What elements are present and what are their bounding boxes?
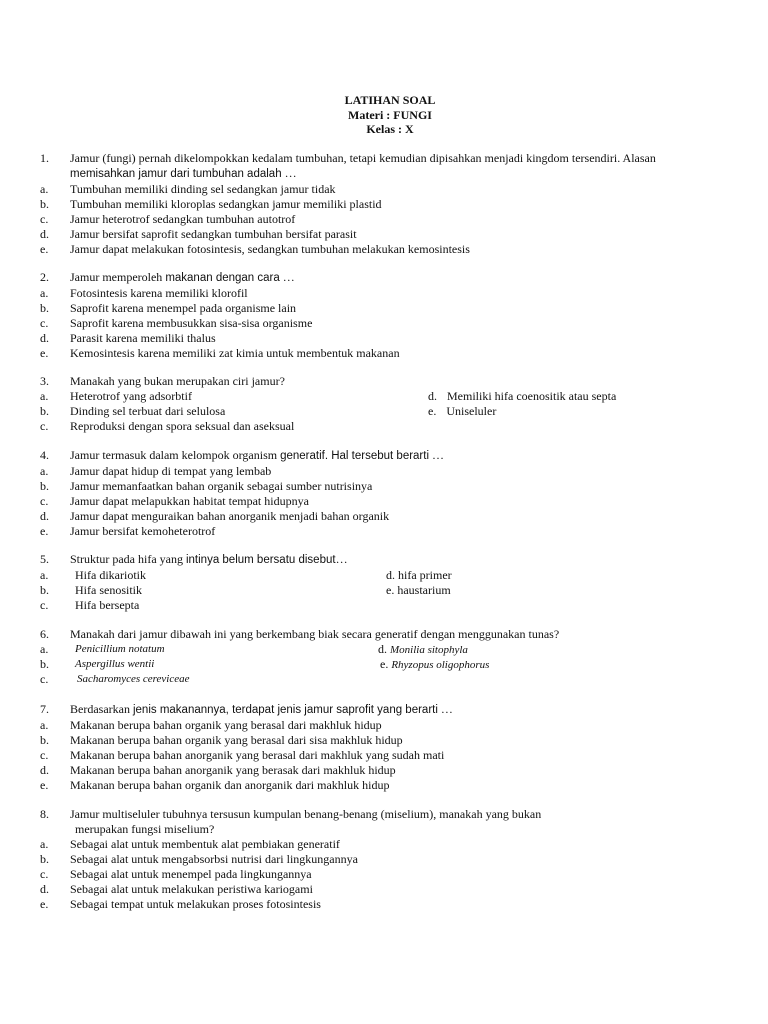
- option-letter: e.: [40, 346, 49, 360]
- option-row: [40, 672, 740, 687]
- option-right: e. haustarium: [386, 583, 451, 597]
- option-letter: a.: [40, 464, 49, 478]
- question-text: Manakah dari jamur dibawah ini yang berkembang biak secara generatif dengan menggunakan tunas?: [70, 627, 560, 641]
- option-letter: d.: [40, 509, 49, 523]
- option-letter: b.: [40, 852, 49, 866]
- option-letter: c.: [40, 316, 49, 330]
- question-2-stem: [40, 270, 740, 286]
- option-letter: d.: [40, 331, 49, 345]
- ellipsis: …: [281, 166, 297, 180]
- question-number: 4.: [40, 448, 49, 462]
- option-text: Rhyzopus oligophorus: [391, 659, 490, 671]
- option-letter: b.: [40, 197, 49, 211]
- option-letter: d.: [378, 642, 387, 656]
- option-row: [40, 852, 740, 867]
- option-letter: c.: [40, 419, 49, 433]
- option-text: Jamur bersifat saprofit sedangkan tumbuhan bersifat parasit: [70, 227, 357, 241]
- question-text: Jamur (fungi) pernah dikelompokkan kedalam tumbuhan, tetapi kemudian dipisahkan menjadi kingdom tersendiri. Alasan: [70, 151, 656, 165]
- option-row: [40, 419, 740, 434]
- option-row: [40, 583, 740, 598]
- option-text: Parasit karena memiliki thalus: [70, 331, 216, 345]
- question-text-part: makanan dengan cara: [165, 272, 280, 284]
- option-text: Jamur heterotrof sedangkan tumbuhan autotrof: [70, 212, 296, 226]
- option-row: [40, 301, 740, 316]
- option-row: [40, 763, 740, 778]
- option-text: Makanan berupa bahan anorganik yang berasal dari makhluk yang sudah mati: [70, 748, 445, 762]
- option-row: [40, 733, 740, 748]
- option-text: Jamur bersifat kemoheterotrof: [70, 524, 216, 538]
- option-letter: e.: [40, 524, 49, 538]
- worksheet-title: LATIHAN SOAL: [344, 93, 436, 107]
- option-row: [40, 568, 740, 583]
- option-text: Memiliki hifa coenositik atau septa: [447, 389, 617, 403]
- option-letter: d.: [40, 227, 49, 241]
- question-text: Manakah yang bukan merupakan ciri jamur?: [70, 374, 285, 388]
- option-text: Sacharomyces cereviceae: [77, 673, 190, 685]
- option-letter: e.: [40, 778, 49, 792]
- option-text: Dinding sel terbuat dari selulosa: [70, 404, 226, 418]
- option-row: [40, 642, 740, 657]
- option-row: [40, 897, 740, 912]
- question-text-part: Jamur termasuk dalam kelompok organism: [70, 448, 281, 462]
- question-number: 5.: [40, 552, 49, 566]
- option-right: [428, 404, 496, 419]
- option-text: Uniseluler: [446, 404, 497, 418]
- option-letter: a.: [40, 837, 49, 851]
- option-right: [378, 642, 468, 658]
- option-letter: a.: [40, 718, 49, 732]
- ellipsis: …: [437, 702, 453, 716]
- question-7: [40, 702, 740, 793]
- option-row: [40, 242, 740, 257]
- question-text-part: jenis makanannya, terdapat jenis jamur saprofit yang berarti: [132, 704, 438, 716]
- ellipsis: …: [335, 552, 348, 566]
- option-letter: c.: [40, 748, 49, 762]
- question-5-stem: [40, 552, 740, 568]
- option-text: Makanan berupa bahan organik yang berasal dari sisa makhluk hidup: [70, 733, 403, 747]
- option-letter: a.: [40, 286, 49, 300]
- question-text: [70, 552, 740, 568]
- option-text: Saprofit karena menempel pada organisme lain: [70, 301, 297, 315]
- option-text: Fotosintesis karena memiliki klorofil: [70, 286, 248, 300]
- option-row: [40, 479, 740, 494]
- question-number: 1.: [40, 151, 49, 165]
- question-number: 3.: [40, 374, 49, 388]
- option-letter: e.: [40, 897, 49, 911]
- option-text: Reproduksi dengan spora seksual dan aseksual: [70, 419, 295, 433]
- option-text: Makanan berupa bahan organik dan anorganik dari makhluk hidup: [70, 778, 390, 792]
- question-text-part: Jamur memperoleh: [70, 270, 166, 284]
- option-text: Tumbuhan memiliki kloroplas sedangkan jamur memiliki plastid: [70, 197, 382, 211]
- option-text: Sebagai alat untuk membentuk alat pembiakan generatif: [70, 837, 340, 851]
- option-text: Saprofit karena membusukkan sisa-sisa organisme: [70, 316, 313, 330]
- option-right: d. hifa primer: [386, 568, 452, 582]
- question-text-part: generatif. Hal tersebut berarti: [280, 450, 430, 462]
- option-letter: a.: [40, 182, 49, 196]
- option-text: Jamur memanfaatkan bahan organik sebagai sumber nutrisinya: [70, 479, 373, 493]
- option-row: [40, 227, 740, 242]
- question-text-part: intinya belum bersatu disebut: [185, 554, 336, 566]
- option-row: [40, 346, 740, 361]
- question-6-stem: [40, 627, 740, 642]
- option-text: Hifa dikariotik: [75, 568, 146, 582]
- worksheet-class: Kelas : X: [366, 122, 414, 136]
- option-letter: b.: [40, 479, 49, 493]
- option-row: [40, 182, 740, 197]
- option-row: [40, 464, 740, 479]
- option-letter: c.: [40, 598, 49, 612]
- option-right: [428, 389, 616, 404]
- option-row: [40, 389, 740, 404]
- option-row: [40, 778, 740, 793]
- option-text: Heterotrof yang adsorbtif: [70, 389, 192, 403]
- option-letter: b.: [40, 404, 49, 418]
- option-letter: a.: [40, 642, 49, 656]
- question-number: 8.: [40, 807, 49, 821]
- option-row: [40, 286, 740, 301]
- option-text: Makanan berupa bahan anorganik yang berasak dari makhluk hidup: [70, 763, 396, 777]
- option-right: [380, 657, 489, 673]
- option-letter: a.: [40, 389, 49, 403]
- option-letter: e.: [380, 657, 389, 671]
- option-letter: b.: [40, 583, 49, 597]
- option-text: Makanan berupa bahan organik yang berasal dari makhluk hidup: [70, 718, 382, 732]
- option-text: Monilia sitophyla: [390, 644, 468, 656]
- option-text: Hifa senositik: [75, 583, 142, 597]
- ellipsis: …: [279, 270, 295, 284]
- question-number: 2.: [40, 270, 49, 284]
- option-letter: c.: [40, 672, 49, 686]
- question-number: 6.: [40, 627, 49, 641]
- option-text: Tumbuhan memiliki dinding sel sedangkan jamur tidak: [70, 182, 336, 196]
- option-text: Jamur dapat hidup di tempat yang lembab: [70, 464, 272, 478]
- question-text-part: Struktur pada hifa yang: [70, 552, 186, 566]
- option-letter: e.: [40, 242, 49, 256]
- option-text: Sebagai alat untuk menempel pada lingkungannya: [70, 867, 312, 881]
- option-row: [40, 748, 740, 763]
- option-row: [40, 598, 740, 613]
- option-text: Kemosintesis karena memiliki zat kimia untuk membentuk makanan: [70, 346, 400, 360]
- option-row: [40, 212, 740, 227]
- question-text-cont: [70, 166, 740, 182]
- question-text: [70, 702, 740, 718]
- question-7-stem: [40, 702, 740, 718]
- option-row: [40, 494, 740, 509]
- option-text: Jamur dapat melapukkan habitat tempat hidupnya: [70, 494, 309, 508]
- option-row: [40, 404, 740, 419]
- option-text: Aspergillus wentii: [75, 658, 155, 670]
- option-row: [40, 867, 740, 882]
- option-row: [40, 316, 740, 331]
- option-row: [40, 197, 740, 212]
- question-2: [40, 270, 740, 361]
- option-letter: a.: [40, 568, 49, 582]
- question-3: [40, 374, 740, 434]
- option-text: Jamur dapat menguraikan bahan anorganik menjadi bahan organik: [70, 509, 390, 523]
- option-letter: d.: [40, 763, 49, 777]
- option-letter: c.: [40, 494, 49, 508]
- option-letter: e.: [428, 404, 437, 418]
- option-letter: d.: [40, 882, 49, 896]
- option-text: Penicillium notatum: [75, 643, 165, 655]
- question-4: [40, 448, 740, 539]
- question-text: [70, 448, 740, 464]
- question-text-part: memisahkan jamur dari tumbuhan adalah: [70, 168, 282, 180]
- option-row: [40, 837, 740, 852]
- question-1: [40, 151, 740, 257]
- option-text: Sebagai tempat untuk melakukan proses fotosintesis: [70, 897, 321, 911]
- option-letter: b.: [40, 301, 49, 315]
- question-text: Jamur multiseluler tubuhnya tersusun kumpulan benang-benang (miselium), manakah yang bukan: [70, 807, 542, 821]
- option-text: Sebagai alat untuk mengabsorbsi nutrisi dari lingkungannya: [70, 852, 358, 866]
- option-row: [40, 657, 740, 672]
- option-text: Sebagai alat untuk melakukan peristiwa kariogami: [70, 882, 313, 896]
- option-row: [40, 331, 740, 346]
- question-8: [40, 807, 740, 912]
- option-text: Hifa bersepta: [75, 598, 140, 612]
- worksheet-header: [0, 93, 768, 137]
- question-text: [70, 270, 740, 286]
- option-letter: c.: [40, 867, 49, 881]
- question-6: [40, 627, 740, 687]
- option-letter: b.: [40, 733, 49, 747]
- question-3-stem: [40, 374, 740, 389]
- option-row: [40, 882, 740, 897]
- option-row: [40, 524, 740, 539]
- option-text: Jamur dapat melakukan fotosintesis, sedangkan tumbuhan melakukan kemosintesis: [70, 242, 470, 256]
- question-8-stem: [40, 807, 740, 837]
- worksheet-subject: Materi : FUNGI: [348, 107, 432, 122]
- option-letter: c.: [40, 212, 49, 226]
- option-letter: d.: [428, 389, 437, 403]
- option-letter: b.: [40, 657, 49, 671]
- question-5: [40, 552, 740, 613]
- option-row: [40, 509, 740, 524]
- question-text-cont: merupakan fungsi miselium?: [75, 822, 215, 836]
- option-row: [40, 718, 740, 733]
- question-1-stem: [40, 151, 740, 182]
- question-number: 7.: [40, 702, 49, 716]
- question-4-stem: [40, 448, 740, 464]
- question-text-part: Berdasarkan: [70, 702, 133, 716]
- ellipsis: …: [429, 448, 445, 462]
